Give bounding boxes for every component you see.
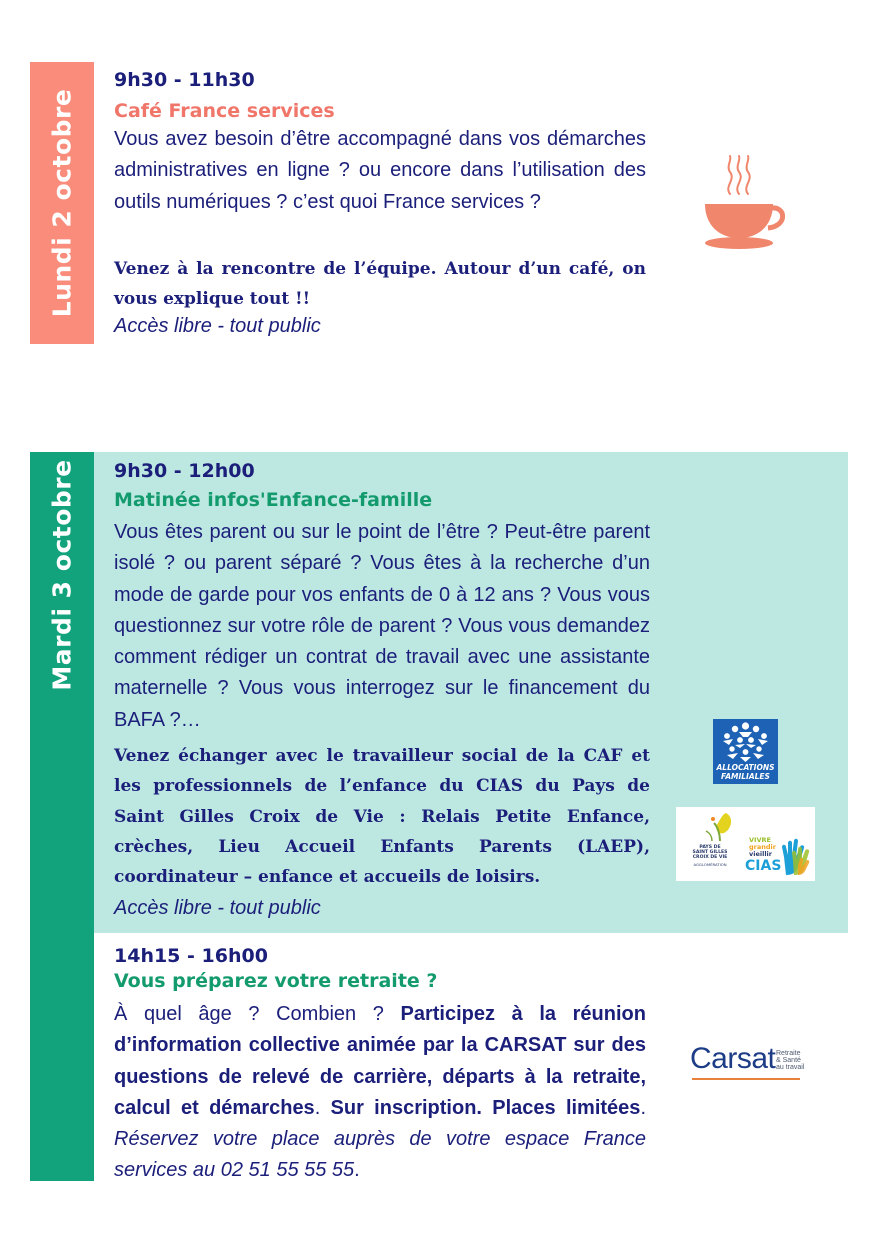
carsat-sub2: & Santé — [776, 1057, 801, 1064]
tuesday-event2-description — [114, 999, 646, 1187]
tuesday-event1-title: Matinée infos'Enfance-famille — [114, 489, 433, 511]
event2-bold1: Participez à la réunion d’information collective animée par la CARSAT sur des questions de relevé de carrière, départs à la retraite, calcul et démarches — [114, 1003, 646, 1119]
cias-hands-icon — [778, 837, 812, 877]
tuesday-day-label: Mardi 3 octobre — [47, 459, 77, 691]
carsat-underline — [692, 1078, 800, 1080]
monday-day-band — [30, 62, 94, 344]
monday-event-description: Vous avez besoin d’être accompagné dans vos démarches administratives en ligne ? ou encore dans l’utilisation des outils numériques ? c’est quoi France services ? — [114, 128, 646, 213]
event2-bold2: Sur inscription. Places limitées — [330, 1096, 641, 1119]
caf-line1: ALLOCATIONS — [716, 763, 775, 772]
carsat-name: Carsat — [690, 1042, 776, 1075]
cias-grandir: grandir — [749, 843, 776, 851]
tuesday-event2-title: Vous préparez votre retraite ? — [114, 970, 438, 992]
pays-line3: CROIX DE VIE — [692, 855, 728, 860]
carsat-logo — [690, 1044, 810, 1082]
tuesday-event2-time: 14h15 - 16h00 — [114, 945, 268, 967]
pays-saint-gilles-icon — [696, 809, 740, 843]
event2-italic: Réservez votre place auprès de votre espace France services au 02 51 55 55 55 — [114, 1128, 646, 1182]
event2-plain3: . — [640, 1096, 646, 1119]
carsat-sub3: au travail — [776, 1064, 805, 1071]
pays-line1: PAYS DE — [699, 845, 721, 850]
cias-logo — [676, 807, 815, 881]
cias-vivre: VIVRE — [749, 836, 771, 844]
tuesday-event1-time: 9h30 - 12h00 — [114, 460, 255, 482]
caf-line2: FAMILIALES — [721, 772, 770, 781]
tuesday-event1-access: Accès libre - tout public — [114, 897, 321, 919]
monday-event-title: Café France services — [114, 100, 335, 122]
monday-event-highlight: Venez à la rencontre de l’équipe. Autour d’un café, on vous explique tout !! — [114, 259, 646, 310]
monday-event-access: Accès libre - tout public — [114, 315, 321, 337]
event2-plain1: À quel âge ? Combien ? — [114, 1003, 401, 1025]
pays-line2: SAINT GILLES — [692, 850, 728, 855]
carsat-sub1: Retraite — [776, 1050, 801, 1057]
tuesday-event1-description: Vous êtes parent ou sur le point de l’être ? Peut-être parent isolé ? ou parent séparé ? Vous êtes à la recherche d’un mode de garde pour vos enfants de 0 à 12 ans ? Vous vous questionnez sur votre rôle de parent ? Vous vous demandez comment rédiger un contrat de travail avec une assistante maternelle ? Vous vous interrogez sur le financement du BAFA ?… — [114, 521, 650, 731]
cias-vieillir: vieillir — [749, 850, 772, 858]
caf-logo — [713, 719, 778, 784]
cias-word: CIAS — [745, 858, 782, 874]
event2-plain2: . — [314, 1096, 331, 1119]
monday-day-label: Lundi 2 octobre — [47, 88, 77, 318]
caf-figures-icon — [713, 719, 778, 763]
pays-line4: AGGLOMÉRATION — [693, 862, 727, 867]
coffee-cup-icon — [696, 152, 792, 252]
tuesday-event1-highlight: Venez échanger avec le travailleur social de la CAF et les professionnels de l’enfance du CIAS du Pays de Saint Gilles Croix de Vie : Relais Petite Enfance, crèches, Lieu Accueil Enfants Parents (LAEP), coordinateur – enfance et accueils de loisirs. — [114, 746, 650, 888]
monday-event-time: 9h30 - 11h30 — [114, 69, 255, 91]
tuesday-day-band — [30, 452, 94, 1181]
event2-plain4: . — [354, 1159, 360, 1182]
